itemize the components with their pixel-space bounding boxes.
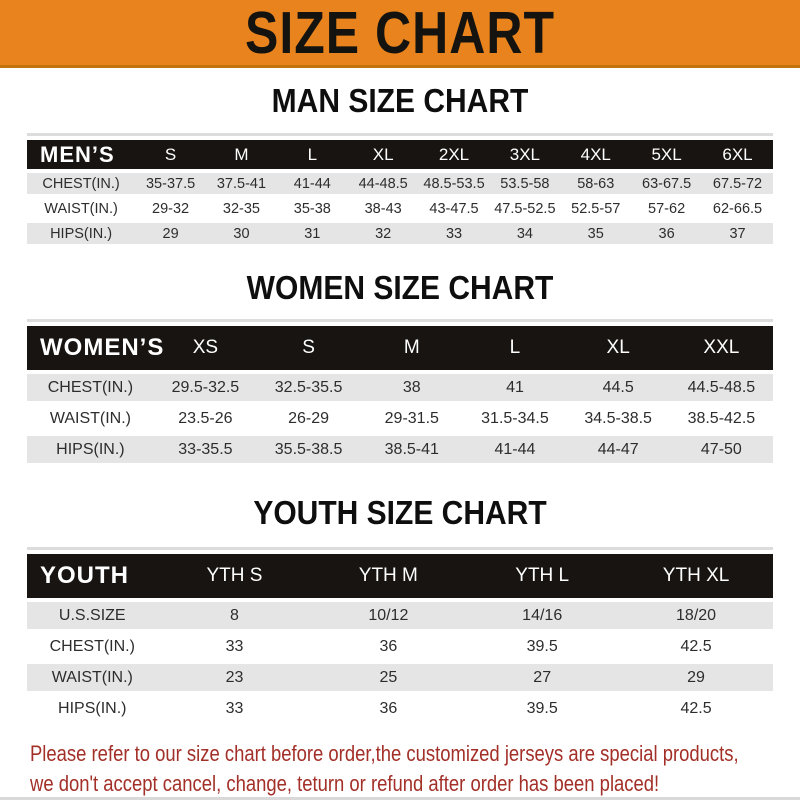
size-value-cell: 44-48.5 (358, 175, 408, 192)
table-header-row (27, 140, 773, 169)
table-title-cell: MEN’S (40, 141, 115, 167)
row-label-cell: CHEST(IN.) (49, 637, 135, 655)
youth-section-heading-text: YOUTH SIZE CHART (253, 494, 547, 532)
size-value-cell: 33 (225, 637, 244, 655)
size-value-cell: 32 (375, 225, 392, 242)
size-value-cell: 34 (516, 225, 533, 242)
size-value-cell: 10/12 (368, 606, 409, 624)
row-label-cell: HIPS(IN.) (58, 699, 127, 717)
women-section-heading (0, 248, 800, 319)
order-note-line-2: we don't accept cancel, change, teturn or refund after order has been placed! (30, 771, 660, 796)
men-table-wrap (0, 133, 800, 248)
size-value-cell: 39.5 (526, 637, 558, 655)
size-value-cell: 29-32 (152, 200, 190, 217)
table-row (27, 633, 773, 660)
row-label-cell: HIPS(IN.) (56, 440, 125, 458)
youth-table-wrap (0, 547, 800, 726)
size-value-cell: 18/20 (676, 606, 717, 624)
row-label-cell: WAIST(IN.) (51, 668, 133, 686)
size-value-cell: 47.5-52.5 (494, 200, 556, 217)
size-value-cell: 62-66.5 (712, 200, 763, 217)
order-note (0, 739, 800, 799)
size-value-cell: 33-35.5 (178, 440, 233, 458)
size-value-cell: 39.5 (526, 699, 558, 717)
row-label-cell: WAIST(IN.) (44, 200, 118, 217)
size-value-cell: 38.5-42.5 (687, 409, 756, 427)
size-value-cell: 44-47 (597, 440, 639, 458)
row-label-cell: CHEST(IN.) (47, 378, 134, 396)
size-header-cell: S (302, 337, 315, 358)
size-header-cell: YTH L (515, 565, 570, 586)
size-value-cell: 32.5-35.5 (274, 378, 343, 396)
size-value-cell: 63-67.5 (642, 175, 692, 192)
size-value-cell: 58-63 (577, 175, 615, 192)
size-header-cell: L (307, 144, 318, 164)
women-section-heading-text: WOMEN SIZE CHART (246, 269, 554, 307)
size-value-cell: 33 (225, 699, 244, 717)
row-label-cell: CHEST(IN.) (42, 175, 120, 192)
size-value-cell: 23.5-26 (178, 409, 233, 427)
table-row (27, 602, 773, 629)
size-value-cell: 29.5-32.5 (171, 378, 240, 396)
size-header-cell: 3XL (509, 144, 540, 164)
size-header-cell: XL (372, 144, 394, 164)
size-header-cell: M (403, 337, 420, 358)
size-value-cell: 38 (402, 378, 421, 396)
table-row (27, 223, 773, 244)
size-value-cell: 30 (233, 225, 250, 242)
size-header-cell: 6XL (722, 144, 753, 164)
size-value-cell: 33 (445, 225, 463, 242)
size-value-cell: 38.5-41 (384, 440, 439, 458)
table-row (27, 664, 773, 691)
row-label-cell: WAIST(IN.) (49, 409, 131, 427)
table-header-row (27, 326, 773, 370)
size-value-cell: 38-43 (364, 200, 402, 217)
size-value-cell: 29-31.5 (384, 409, 439, 427)
size-value-cell: 37.5-41 (216, 175, 267, 192)
size-header-cell: S (164, 144, 177, 164)
women-size-table (27, 319, 773, 467)
size-value-cell: 29 (687, 668, 705, 686)
size-value-cell: 36 (379, 637, 398, 655)
size-header-cell: XS (192, 337, 219, 358)
size-value-cell: 36 (379, 699, 398, 717)
table-title-cell: YOUTH (40, 562, 129, 589)
size-value-cell: 42.5 (680, 699, 712, 717)
row-label-cell: U.S.SIZE (58, 606, 126, 624)
size-value-cell: 31.5-34.5 (481, 409, 549, 427)
size-value-cell: 43-47.5 (429, 200, 479, 217)
table-row (27, 198, 773, 219)
size-value-cell: 47-50 (700, 440, 742, 458)
men-section-heading-text: MAN SIZE CHART (271, 82, 529, 120)
size-value-cell: 32-35 (222, 200, 260, 217)
table-header-row (27, 554, 773, 598)
size-header-cell: 5XL (651, 144, 682, 164)
youth-size-table (27, 547, 773, 726)
size-header-cell: L (509, 337, 521, 358)
size-value-cell: 29 (162, 225, 179, 242)
size-header-cell: YTH S (206, 565, 263, 586)
table-row (27, 405, 773, 432)
women-table-wrap (0, 319, 800, 467)
size-value-cell: 53.5-58 (500, 175, 550, 192)
size-chart-banner (0, 0, 800, 68)
size-value-cell: 44.5-48.5 (687, 378, 756, 396)
size-value-cell: 52.5-57 (571, 200, 621, 217)
men-size-table (27, 133, 773, 248)
size-header-cell: YTH M (358, 565, 418, 586)
table-row (27, 695, 773, 722)
size-value-cell: 26-29 (288, 409, 330, 427)
size-value-cell: 35-38 (293, 200, 331, 217)
size-value-cell: 35 (587, 225, 604, 242)
size-header-cell: YTH XL (662, 565, 730, 586)
table-row (27, 173, 773, 194)
order-note-line-1: Please refer to our size chart before order,the customized jerseys are special products, (30, 741, 739, 766)
size-value-cell: 35.5-38.5 (274, 440, 343, 458)
men-section-heading (0, 68, 800, 133)
size-value-cell: 44.5 (602, 378, 634, 396)
size-value-cell: 25 (379, 668, 398, 686)
size-value-cell: 23 (225, 668, 244, 686)
size-value-cell: 35-37.5 (145, 175, 196, 192)
size-value-cell: 8 (230, 606, 239, 624)
size-header-cell: M (234, 144, 249, 164)
table-row (27, 374, 773, 401)
size-value-cell: 41-44 (293, 175, 331, 192)
size-value-cell: 57-62 (648, 200, 686, 217)
row-label-cell: HIPS(IN.) (50, 225, 113, 242)
size-value-cell: 37 (729, 225, 746, 242)
size-header-cell: 4XL (580, 144, 611, 164)
size-value-cell: 31 (304, 225, 321, 242)
size-header-cell: XXL (703, 337, 740, 358)
size-value-cell: 36 (658, 225, 675, 242)
size-value-cell: 42.5 (680, 637, 712, 655)
youth-section-heading (0, 467, 800, 547)
size-value-cell: 27 (533, 668, 552, 686)
size-header-cell: 2XL (438, 144, 470, 164)
table-row (27, 436, 773, 463)
size-value-cell: 67.5-72 (712, 175, 763, 192)
size-value-cell: 48.5-53.5 (423, 175, 485, 192)
size-value-cell: 14/16 (522, 606, 563, 624)
size-value-cell: 41-44 (494, 440, 536, 458)
banner-title: SIZE CHART (245, 0, 555, 66)
size-value-cell: 34.5-38.5 (584, 409, 652, 427)
size-value-cell: 41 (506, 378, 524, 396)
table-title-cell: WOMEN’S (40, 334, 165, 361)
size-header-cell: XL (606, 337, 630, 358)
